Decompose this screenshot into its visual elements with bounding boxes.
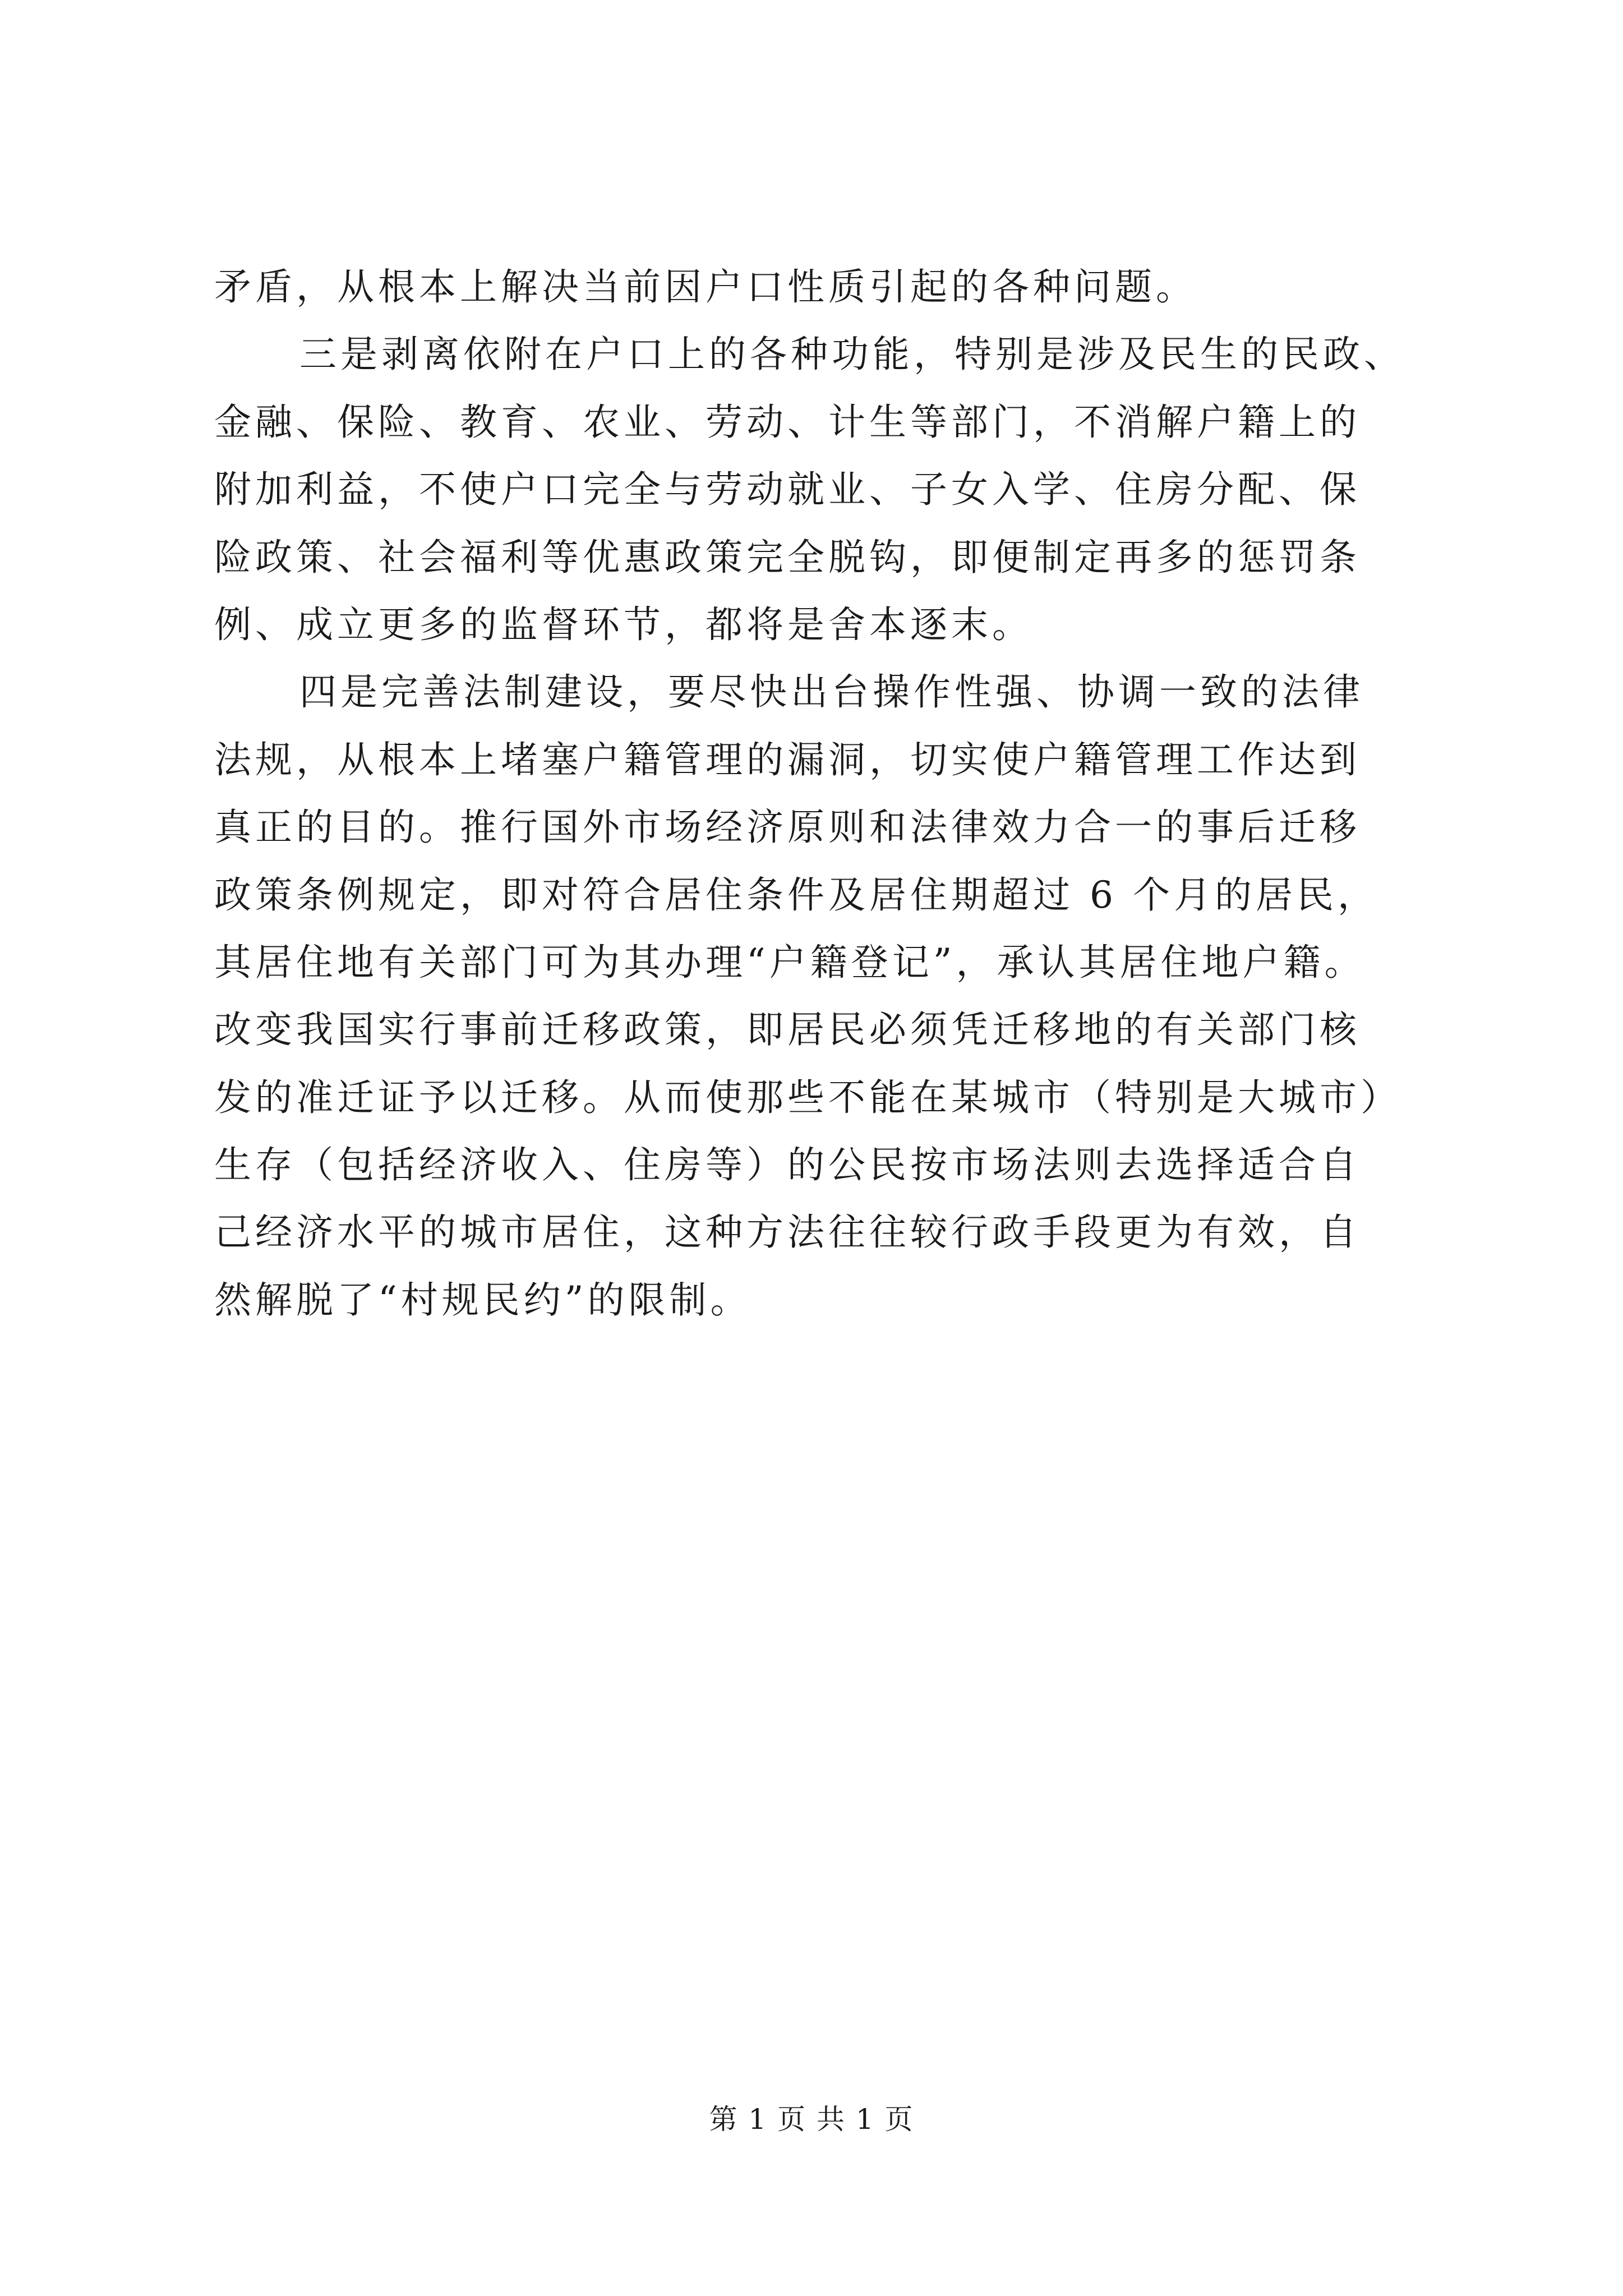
text-line: 然解脱了“村规民约”的限制。 xyxy=(214,1278,751,1322)
paragraph-start-line: 三是剥离依附在户口上的各种功能，特别是涉及民生的民政、 xyxy=(299,333,1405,376)
page-footer: 第 1 页 共 1 页 xyxy=(709,2103,914,2136)
text-line: 矛盾，从根本上解决当前因户口性质引起的各种问题。 xyxy=(214,265,1197,309)
text-line: 附加利益，不使户口完全与劳动就业、子女入学、住房分配、保 xyxy=(214,468,1361,512)
text-line: 改变我国实行事前迁移政策，即居民必须凭迁移地的有关部门核 xyxy=(214,1008,1361,1052)
text-line: 政策条例规定，即对符合居住条件及居住期超过 6 个月的居民， xyxy=(214,873,1378,917)
text-line: 其居住地有关部门可为其办理“户籍登记”，承认其居住地户籍。 xyxy=(214,940,1366,984)
text-line: 例、成立更多的监督环节，都将是舍本逐末。 xyxy=(214,602,1033,646)
paragraph-start-line: 四是完善法制建设，要尽快出台操作性强、协调一致的法律 xyxy=(299,670,1364,714)
text-line: 法规，从根本上堵塞户籍管理的漏洞，切实使户籍管理工作达到 xyxy=(214,738,1361,781)
document-body xyxy=(214,254,1437,1334)
text-line: 险政策、社会福利等优惠政策完全脱钩，即便制定再多的惩罚条 xyxy=(214,535,1361,579)
text-line: 发的准迁证予以迁移。从而使那些不能在某城市（特别是大城市） xyxy=(214,1075,1401,1119)
text-line: 生存（包括经济收入、住房等）的公民按市场法则去选择适合自 xyxy=(214,1143,1361,1187)
text-line: 金融、保险、教育、农业、劳动、计生等部门，不消解户籍上的 xyxy=(214,400,1361,444)
text-line: 真正的目的。推行国外市场经济原则和法律效力合一的事后迁移 xyxy=(214,806,1361,849)
text-line: 己经济水平的城市居住，这种方法往往较行政手段更为有效，自 xyxy=(214,1211,1361,1254)
